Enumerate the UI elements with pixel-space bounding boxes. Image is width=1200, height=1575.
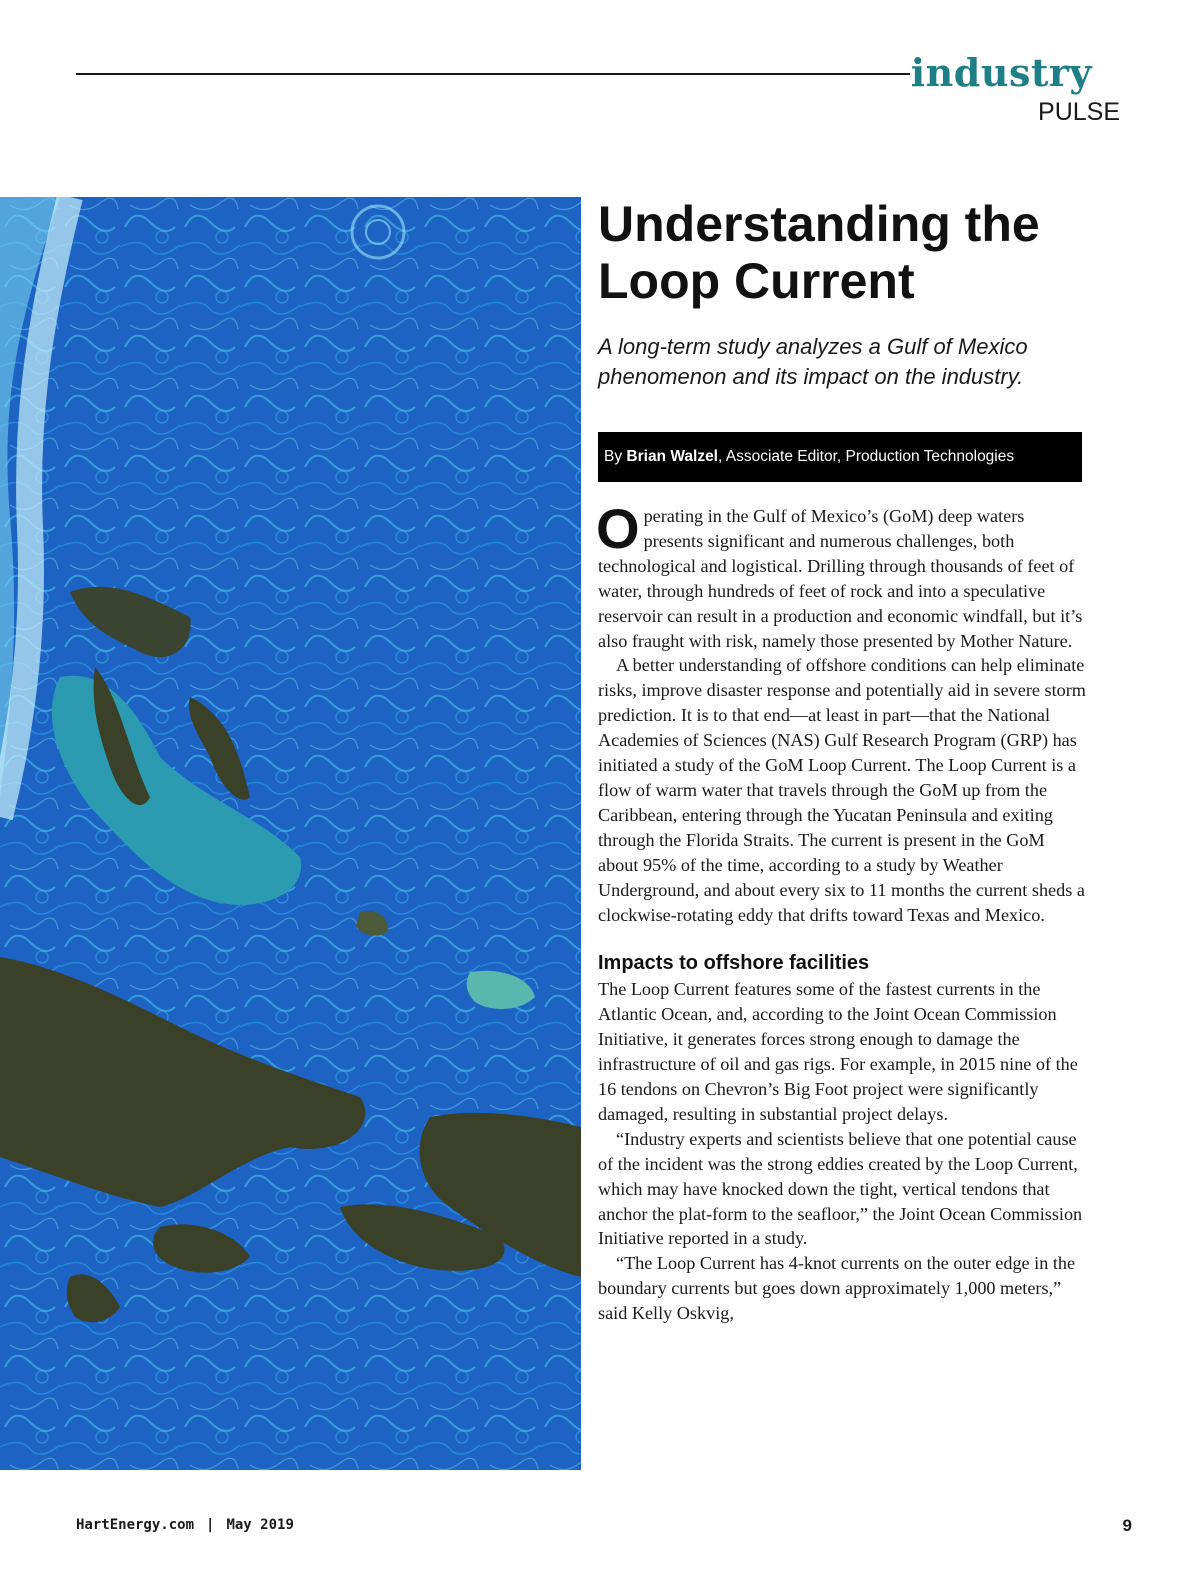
byline-by: By xyxy=(604,448,623,465)
paragraph-4: “Industry experts and scientists believe that one potential cause of the incident was the strong eddies created by the Loop Current, which may have knocked down the tight, vertical tendons that anchor the plat-form to the seafloor,” the Joint Ocean Commission Initiative reported in a study. xyxy=(598,1128,1083,1249)
byline-author: Brian Walzel xyxy=(626,448,718,465)
footer-separator: | xyxy=(206,1517,215,1533)
article-deck: A long-term study analyzes a Gulf of Mexico phenomenon and its impact on the industry. xyxy=(598,334,1028,389)
footer-date: May 2019 xyxy=(226,1517,294,1533)
paragraph-2: A better understanding of offshore conditions can help eliminate risks, improve disaster response and potentially aid in severe storm prediction. It is to that end—at least in part—that the National Academies of Sciences (NAS) Gulf Research Program (GRP) has initiated a study of the GoM Loop Current. The Loop Current is a flow of warm water that travels through the GoM up from the Caribbean, entering through the Yucatan Peninsula and exiting through the Florida Straits. The current is present in the GoM about 95% of the time, according to a study by Weather Underground, and about every six to 11 months the current sheds a clockwise-rotating eddy that drifts toward Texas and Mexico. xyxy=(598,655,1086,925)
satellite-ocean-image xyxy=(0,197,581,1470)
satellite-ocean-icon xyxy=(0,197,581,1470)
paragraph-1-text: perating in the Gulf of Mexico’s (GoM) deep waters presents significant and numerous challenges, both technological and logistical. Drilling through thousands of feet of water, through hundreds of feet of rock and into a speculative reservoir can result in a production and economic windfall, but it’s also fraught with risk, namely those presented by Mother Nature. xyxy=(598,506,1083,651)
byline-role: , Associate Editor, Production Technologies xyxy=(718,448,1015,465)
article-title: Understanding the Loop Current xyxy=(598,196,1040,309)
footer-info xyxy=(76,1517,294,1533)
drop-cap: O xyxy=(596,497,640,560)
byline-bar xyxy=(598,432,1082,482)
section-title: industry xyxy=(910,50,1092,95)
paragraph-1 xyxy=(596,497,1088,653)
page-number: 9 xyxy=(1122,1516,1132,1535)
paragraph-3: The Loop Current features some of the fastest currents in the Atlantic Ocean, and, according to the Joint Ocean Commission Initiative, it generates forces strong enough to damage the infrastructure of oil and gas rigs. For example, in 2015 nine of the 16 tendons on Chevron’s Big Foot project were significantly damaged, resulting in substantial project delays. xyxy=(598,979,1078,1124)
paragraph-5: “The Loop Current has 4-knot currents on the outer edge in the boundary currents but goes down approximately 1,000 meters,” said Kelly Oskvig, xyxy=(598,1253,1076,1324)
article-subhead: Impacts to offshore facilities xyxy=(598,952,870,975)
section-subtitle: PULSE xyxy=(1038,98,1120,126)
article-body xyxy=(596,497,1088,1326)
header-rule xyxy=(76,73,910,75)
footer-site: HartEnergy.com xyxy=(76,1517,195,1533)
